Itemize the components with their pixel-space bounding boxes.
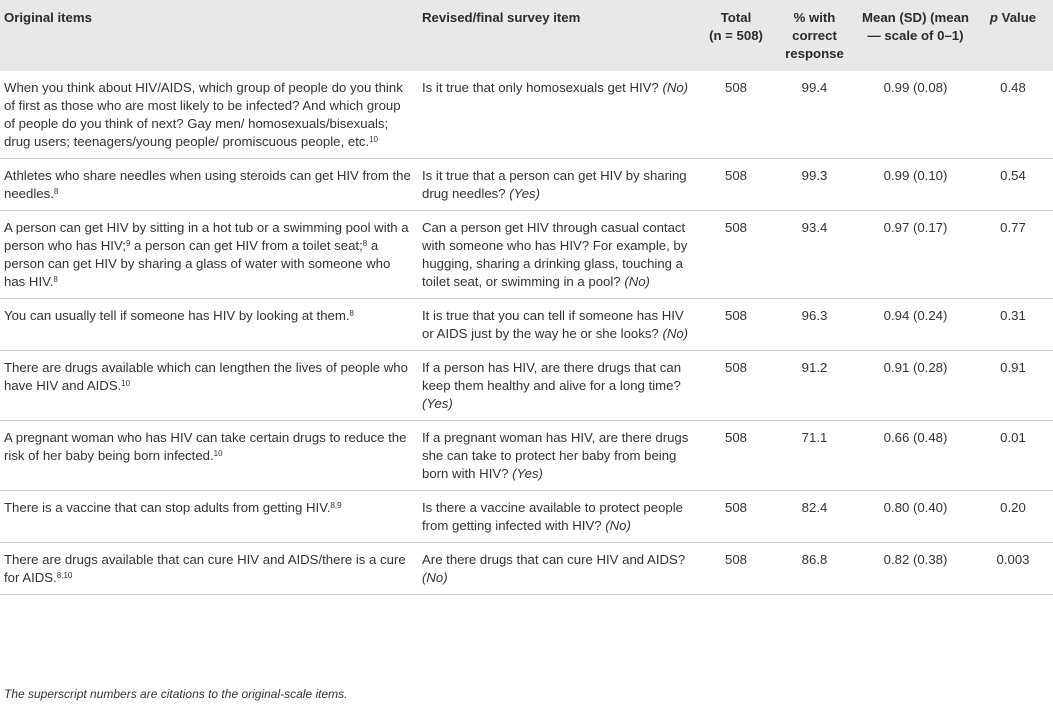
table-row bbox=[0, 491, 1053, 543]
mean-sd-cell: 0.91 (0.28) bbox=[858, 351, 973, 421]
pct-correct-cell: 91.2 bbox=[771, 351, 858, 421]
pct-correct-cell: 99.3 bbox=[771, 159, 858, 211]
table-row bbox=[0, 211, 1053, 299]
mean-sd-cell: 0.99 (0.08) bbox=[858, 71, 973, 159]
revised-item-cell bbox=[418, 299, 701, 351]
pct-correct-cell: 71.1 bbox=[771, 421, 858, 491]
revised-item-text: Is it true that only homosexuals get HIV? bbox=[422, 80, 663, 95]
original-item-text: Athletes who share needles when using steroids can get HIV from the needles. bbox=[4, 168, 411, 201]
correct-answer: (Yes) bbox=[509, 186, 541, 201]
citation-sup: 8 bbox=[362, 239, 368, 248]
header-pct-correct: % with correct response bbox=[771, 0, 858, 71]
revised-item-cell bbox=[418, 71, 701, 159]
header-row bbox=[0, 0, 1053, 71]
correct-answer: (Yes) bbox=[422, 396, 453, 411]
citation-sup: 8 bbox=[349, 309, 354, 318]
header-mean-sd: Mean (SD) (mean— scale of 0–1) bbox=[858, 0, 973, 71]
original-item-text: A person can get HIV by sitting in a hot tub or a swimming pool with a person who has HIV; bbox=[4, 220, 409, 253]
correct-answer: (Yes) bbox=[512, 466, 543, 481]
total-cell: 508 bbox=[701, 543, 771, 595]
original-item-cell bbox=[0, 211, 418, 299]
original-item-cell bbox=[0, 543, 418, 595]
header-p-italic: p bbox=[989, 10, 998, 25]
header-total-label: Total bbox=[720, 10, 752, 25]
total-cell: 508 bbox=[701, 71, 771, 159]
p-value-cell: 0.20 bbox=[973, 491, 1053, 543]
header-p-value bbox=[973, 0, 1053, 71]
revised-item-text: Can a person get HIV through casual contact with someone who has HIV? For example, by hugging, sharing a drinking glass, touching a toilet seat, or swimming in a pool? bbox=[422, 220, 688, 289]
original-item-text: There are drugs available which can lengthen the lives of people who have HIV and AIDS. bbox=[4, 360, 408, 393]
table-row bbox=[0, 543, 1053, 595]
citation-sup: 9 bbox=[125, 239, 131, 248]
revised-item-text: If a person has HIV, are there drugs that can keep them healthy and alive for a long time? bbox=[422, 360, 682, 393]
header-p-rest: Value bbox=[997, 10, 1037, 25]
p-value-cell: 0.31 bbox=[973, 299, 1053, 351]
original-item-cell bbox=[0, 299, 418, 351]
revised-item-cell bbox=[418, 351, 701, 421]
revised-item-text: Is there a vaccine available to protect people from getting infected with HIV? bbox=[422, 500, 683, 533]
original-item-text: a person can get HIV from a toilet seat; bbox=[130, 238, 363, 253]
citation-sup: 8 bbox=[53, 187, 59, 196]
original-item-cell bbox=[0, 491, 418, 543]
header-total-n: (n = 508) bbox=[709, 28, 763, 43]
pct-correct-cell: 86.8 bbox=[771, 543, 858, 595]
revised-item-cell bbox=[418, 543, 701, 595]
header-revised-item: Revised/final survey item bbox=[418, 0, 701, 71]
pct-correct-cell: 82.4 bbox=[771, 491, 858, 543]
mean-sd-cell: 0.97 (0.17) bbox=[858, 211, 973, 299]
total-cell: 508 bbox=[701, 211, 771, 299]
revised-item-text: Are there drugs that can cure HIV and AIDS? bbox=[422, 552, 686, 567]
table-row bbox=[0, 421, 1053, 491]
header-total bbox=[701, 0, 771, 71]
correct-answer: (No) bbox=[662, 326, 689, 341]
correct-answer: (No) bbox=[422, 570, 448, 585]
table-row bbox=[0, 71, 1053, 159]
header-original-items: Original items bbox=[0, 0, 418, 71]
mean-sd-cell: 0.66 (0.48) bbox=[858, 421, 973, 491]
revised-item-text: Is it true that a person can get HIV by sharing drug needles? bbox=[422, 168, 687, 201]
table-header bbox=[0, 0, 1053, 71]
p-value-cell: 0.77 bbox=[973, 211, 1053, 299]
p-value-cell: 0.48 bbox=[973, 71, 1053, 159]
correct-answer: (No) bbox=[605, 518, 631, 533]
mean-sd-cell: 0.99 (0.10) bbox=[858, 159, 973, 211]
total-cell: 508 bbox=[701, 299, 771, 351]
table-body bbox=[0, 71, 1053, 595]
revised-item-cell bbox=[418, 211, 701, 299]
total-cell: 508 bbox=[701, 491, 771, 543]
revised-item-cell bbox=[418, 491, 701, 543]
original-item-text: There are drugs available that can cure HIV and AIDS/there is a cure for AIDS. bbox=[4, 552, 406, 585]
total-cell: 508 bbox=[701, 421, 771, 491]
original-item-text: You can usually tell if someone has HIV by looking at them. bbox=[4, 308, 350, 323]
citation-sup: 10 bbox=[213, 449, 223, 458]
revised-item-text: It is true that you can tell if someone has HIV or AIDS just by the way he or she looks? bbox=[422, 308, 684, 341]
original-item-text: There is a vaccine that can stop adults from getting HIV. bbox=[4, 500, 331, 515]
citation-sup: 8,10 bbox=[56, 571, 73, 580]
original-item-cell bbox=[0, 71, 418, 159]
original-item-text: a person can get HIV by sharing a glass of water with someone who has HIV. bbox=[4, 238, 391, 289]
table-row bbox=[0, 299, 1053, 351]
mean-sd-cell: 0.94 (0.24) bbox=[858, 299, 973, 351]
citation-sup: 10 bbox=[369, 135, 378, 144]
original-item-text: A pregnant woman who has HIV can take certain drugs to reduce the risk of her baby being born infected. bbox=[4, 430, 407, 463]
p-value-cell: 0.91 bbox=[973, 351, 1053, 421]
pct-correct-cell: 99.4 bbox=[771, 71, 858, 159]
p-value-cell: 0.54 bbox=[973, 159, 1053, 211]
citation-sup: 8,9 bbox=[330, 501, 342, 510]
p-value-cell: 0.01 bbox=[973, 421, 1053, 491]
original-item-cell bbox=[0, 351, 418, 421]
table-row bbox=[0, 159, 1053, 211]
table-footnote: The superscript numbers are citations to the original-scale items. bbox=[4, 687, 348, 701]
table-row bbox=[0, 351, 1053, 421]
correct-answer: (No) bbox=[662, 80, 689, 95]
revised-item-cell bbox=[418, 159, 701, 211]
original-item-text: When you think about HIV/AIDS, which group of people do you think of first as those who are most likely to be infected? And which group of people do you think of next? Gay men/ homosexuals/bisexuals; drug users; teenagers/young people/ promiscuous people, etc. bbox=[4, 80, 403, 149]
p-value-cell: 0.003 bbox=[973, 543, 1053, 595]
mean-sd-cell: 0.80 (0.40) bbox=[858, 491, 973, 543]
pct-correct-cell: 93.4 bbox=[771, 211, 858, 299]
citation-sup: 10 bbox=[121, 379, 131, 388]
mean-sd-cell: 0.82 (0.38) bbox=[858, 543, 973, 595]
total-cell: 508 bbox=[701, 351, 771, 421]
correct-answer: (No) bbox=[624, 274, 650, 289]
citation-sup: 8 bbox=[53, 275, 58, 284]
total-cell: 508 bbox=[701, 159, 771, 211]
original-item-cell bbox=[0, 159, 418, 211]
original-item-cell bbox=[0, 421, 418, 491]
revised-item-cell bbox=[418, 421, 701, 491]
pct-correct-cell: 96.3 bbox=[771, 299, 858, 351]
revised-item-text: If a pregnant woman has HIV, are there drugs she can take to protect her baby from being born with HIV? bbox=[422, 430, 689, 481]
